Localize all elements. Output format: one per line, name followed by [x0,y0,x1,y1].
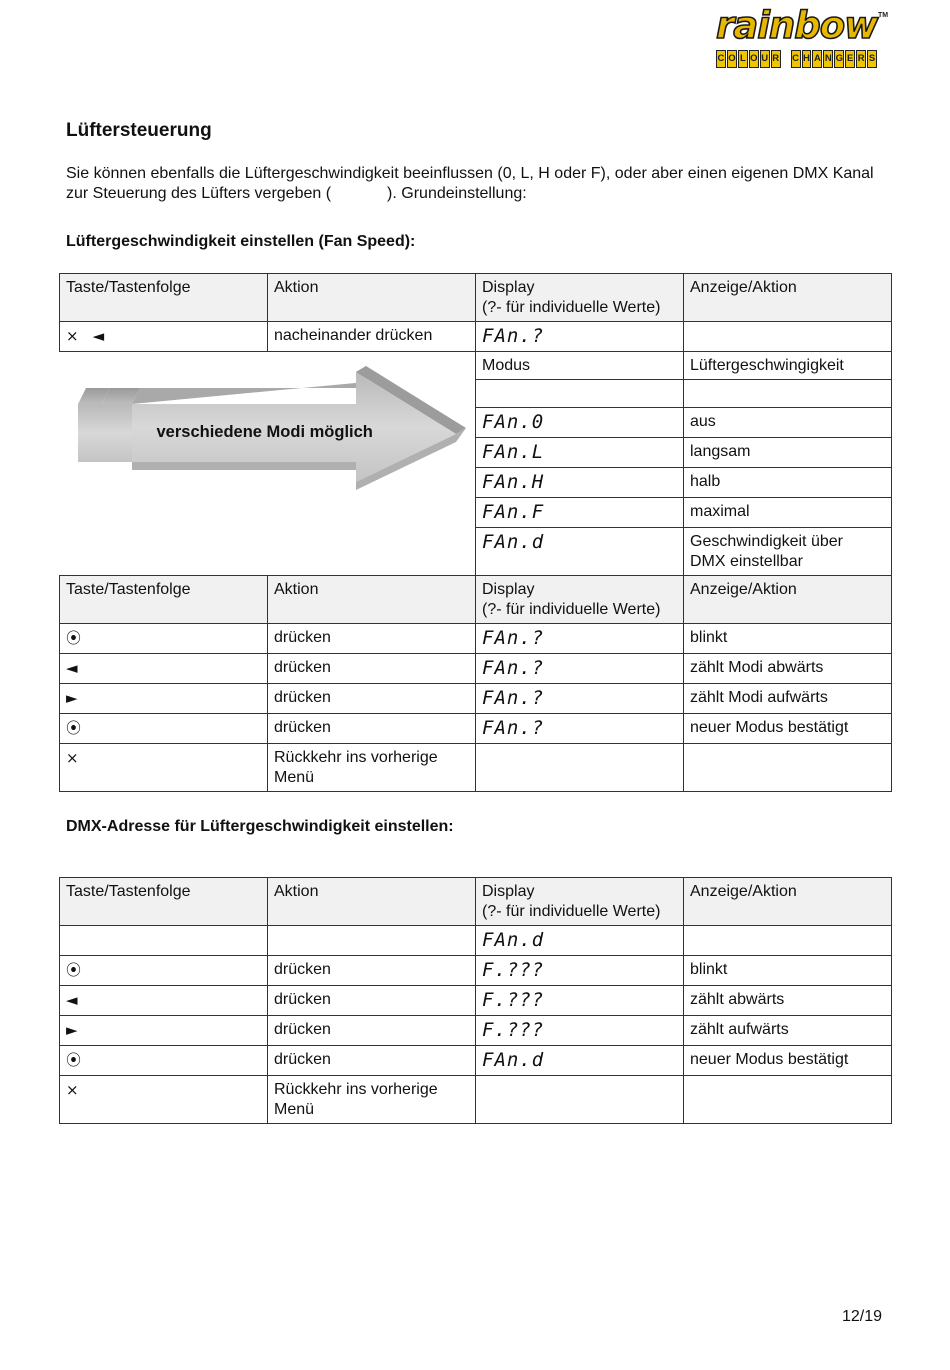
header-display [476,274,684,322]
action-cell: drücken [268,1046,476,1076]
dmx-address-table [59,877,892,1124]
intro-part-2: ). Grundeinstellung: [387,185,527,202]
header-key: Taste/Tastenfolge [60,576,268,624]
mode-label: maximal [684,498,892,528]
header-display [476,576,684,624]
display-cell [476,684,684,714]
display-cell [476,380,684,408]
segment-display: FAn.F [482,501,545,523]
table-row [60,654,892,684]
table-row [60,714,892,744]
action-cell: drücken [268,654,476,684]
enter-key-icon: ⦿ [66,629,82,647]
mode-header-row [60,352,892,380]
table-header-row [60,274,892,322]
key-cell [60,986,268,1016]
logo-band [716,50,878,68]
logo-letter: G [834,50,844,68]
result-cell [684,926,892,956]
result-cell: neuer Modus bestätigt [684,1046,892,1076]
action-cell: drücken [268,1016,476,1046]
key-cell [60,654,268,684]
display-cell [476,468,684,498]
table-header-row [60,878,892,926]
header-result: Anzeige/Aktion [684,576,892,624]
intro-part-1: Sie können ebenfalls die Lüftergeschwindigkeit beeinflussen (0, L, H oder F), oder aber einen eigenen DMX Kanal zur Steuerung des Lüfters vergeben ( [66,165,874,202]
result-cell: neuer Modus bestätigt [684,714,892,744]
logo-letter: C [716,50,726,68]
result-cell [684,1076,892,1124]
key-cell [60,1016,268,1046]
key-cell [60,744,268,792]
table-row [60,322,892,352]
action-cell: drücken [268,684,476,714]
key-cell [60,624,268,654]
result-cell [684,744,892,792]
segment-display: F.??? [482,1019,545,1041]
action-cell [268,926,476,956]
action-cell [268,744,476,792]
enter-key-icon: ⦿ [66,1051,82,1069]
table-header-row [60,576,892,624]
left-key-icon: ◄ [66,659,78,677]
segment-display: F.??? [482,989,545,1011]
key-cell [60,1076,268,1124]
display-cell [476,408,684,438]
logo-letter: R [856,50,866,68]
table-row [60,1046,892,1076]
logo-gap [782,50,790,68]
right-key-icon: ► [66,1021,78,1039]
display-cell [476,322,684,352]
segment-display: FAn.? [482,717,545,739]
display-cell [476,1076,684,1124]
display-cell [476,528,684,576]
logo-letter: O [727,50,737,68]
display-cell [476,498,684,528]
action-line2: Menü [274,1101,315,1118]
result-cell [684,322,892,352]
header-display-line1: Display [482,883,535,900]
mode-label: langsam [684,438,892,468]
segment-display: FAn.d [482,531,545,553]
segment-display: FAn.d [482,1049,545,1071]
display-cell [476,986,684,1016]
key-cell [60,322,268,352]
key-cell [60,1046,268,1076]
logo-letter: E [845,50,855,68]
action-line1: Rückkehr ins vorherige [274,749,438,766]
table-row [60,624,892,654]
action-cell: drücken [268,714,476,744]
left-key-icon: ◄ [66,991,78,1009]
segment-display: FAn.? [482,325,545,347]
display-cell [476,744,684,792]
header-key: Taste/Tastenfolge [60,878,268,926]
result-cell [684,380,892,408]
header-result: Anzeige/Aktion [684,878,892,926]
segment-display: FAn.d [482,929,545,951]
table-row [60,1076,892,1124]
header-display-line2: (?- für individuelle Werte) [482,299,661,316]
segment-display: FAn.? [482,687,545,709]
segment-display: FAn.L [482,441,545,463]
key-cell [60,684,268,714]
intro-text [66,164,886,204]
enter-key-icon: ⦿ [66,719,82,737]
brand-logo [714,6,890,68]
result-cell: zählt abwärts [684,986,892,1016]
logo-wordmark: rainbow [716,4,878,47]
mode-label: aus [684,408,892,438]
table-row [60,744,892,792]
logo-trademark: TM [878,12,889,19]
mode-label: halb [684,468,892,498]
action-line1: Rückkehr ins vorherige [274,1081,438,1098]
result-cell: blinkt [684,624,892,654]
result-cell: zählt aufwärts [684,1016,892,1046]
logo-letter: U [760,50,770,68]
display-cell [476,926,684,956]
speed-header: Lüftergeschwingigkeit [684,352,892,380]
mode-label [684,528,892,576]
fan-speed-table [59,273,892,792]
right-key-icon: ► [66,689,78,707]
left-key-icon: ◄ [92,327,105,345]
header-display [476,878,684,926]
display-cell [476,1046,684,1076]
page-title: Lüftersteuerung [66,120,212,141]
action-line2: Menü [274,769,315,786]
header-display-line2: (?- für individuelle Werte) [482,601,661,618]
arrow-label: verschiedene Modi möglich [156,423,373,441]
segment-display: FAn.? [482,627,545,649]
logo-letter: A [812,50,822,68]
header-result: Anzeige/Aktion [684,274,892,322]
segment-display: FAn.? [482,657,545,679]
logo-letter: N [823,50,833,68]
action-cell [268,1076,476,1124]
close-key-icon: × [66,749,79,767]
header-display-line1: Display [482,581,535,598]
table-row [60,986,892,1016]
header-action: Aktion [268,878,476,926]
logo-letter: R [771,50,781,68]
result-cell: blinkt [684,956,892,986]
mode-label-line2: DMX einstellbar [690,553,803,570]
logo-letter: S [867,50,877,68]
key-cell [60,926,268,956]
key-cell [60,956,268,986]
action-cell: drücken [268,956,476,986]
action-cell: drücken [268,986,476,1016]
mode-label-line1: Geschwindigkeit über [690,533,843,550]
result-cell: zählt Modi abwärts [684,654,892,684]
table-row [60,684,892,714]
display-cell [476,624,684,654]
close-key-icon: × [66,327,79,345]
header-action: Aktion [268,274,476,322]
mode-header: Modus [476,352,684,380]
segment-display: F.??? [482,959,545,981]
segment-display: FAn.H [482,471,545,493]
display-cell [476,956,684,986]
logo-letter: L [738,50,748,68]
section-heading-fan-speed: Lüftergeschwindigkeit einstellen (Fan Speed): [66,233,416,250]
action-cell: nacheinander drücken [268,322,476,352]
logo-letter: H [802,50,812,68]
action-cell: drücken [268,624,476,654]
arrow-area [60,352,476,576]
section-heading-dmx-address: DMX-Adresse für Lüftergeschwindigkeit einstellen: [66,818,454,835]
header-display-line2: (?- für individuelle Werte) [482,903,661,920]
table-row [60,956,892,986]
arrow-graphic [60,352,476,564]
display-cell [476,1016,684,1046]
logo-letter: O [749,50,759,68]
header-action: Aktion [268,576,476,624]
table-row [60,926,892,956]
key-cell [60,714,268,744]
table-row [60,1016,892,1046]
display-cell [476,438,684,468]
logo-letter: C [791,50,801,68]
page-number: 12/19 [842,1308,883,1325]
display-cell [476,654,684,684]
close-key-icon: × [66,1081,79,1099]
result-cell: zählt Modi aufwärts [684,684,892,714]
enter-key-icon: ⦿ [66,961,82,979]
header-display-line1: Display [482,279,535,296]
display-cell [476,714,684,744]
header-key: Taste/Tastenfolge [60,274,268,322]
segment-display: FAn.0 [482,411,545,433]
